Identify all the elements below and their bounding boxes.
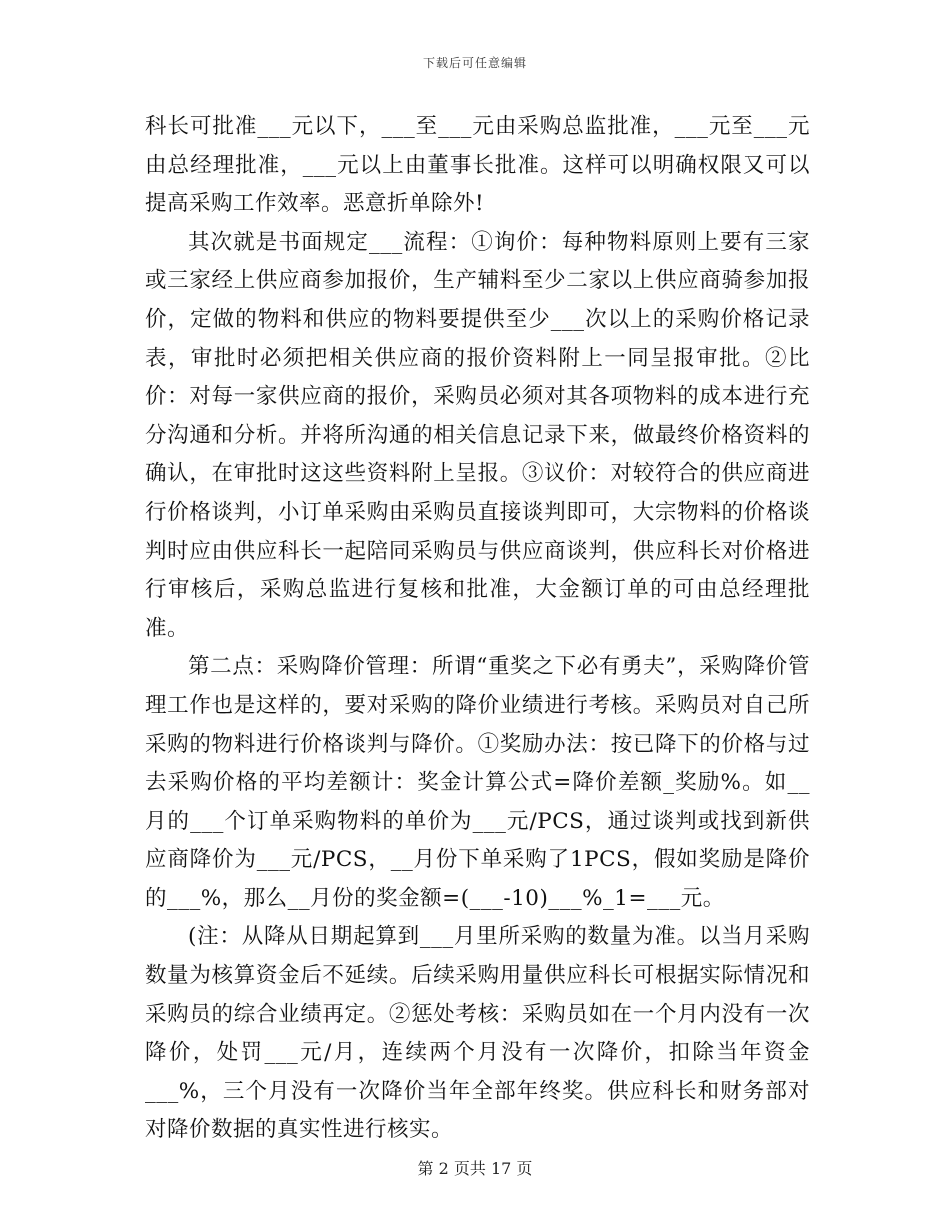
paragraph-price-reduction: 第二点：采购降价管理：所谓“重奖之下必有勇夫”，采购降价管理工作也是这样的，要对采购的降价业绩进行考核。采购员对自己所采购的物料进行价格谈判与降价。①奖励办法：按已降下的价格与过去采购价格的平均差额计：奖金计算公式=降价差额_奖励%。如__月的___个订单采购物料的单价为___元/PCS，通过谈判或找到新供应商降价为___元/PCS，__月份下单采购了1PCS，假如奖励是降价的___%，那么__月份的奖金额=(___-10)___%_1=___元。: [145, 654, 810, 911]
paragraph-written-procedure: 其次就是书面规定___流程：①询价：每种物料原则上要有三家或三家经上供应商参加报价，生产辅料至少二家以上供应商骑参加报价，定做的物料和供应的物料要提供至少___次以上的采购价格记录表，审批时必须把相关供应商的报价资料附上一同呈报审批。②比价：对每一家供应商的报价，采购员必须对其各项物料的成本进行充分沟通和分析。并将所沟通的相关信息记录下来，做最终价格资料的确认，在审批时这这些资料附上呈报。③议价：对较符合的供应商进行价格谈判，小订单采购由采购员直接谈判即可，大宗物料的价格谈判时应由供应科长一起陪同采购员与供应商谈判，供应科长对价格进行审核后，采购总监进行复核和批准，大金额订单的可由总经理批准。: [145, 229, 810, 641]
page-header: 下载后可任意编辑: [422, 56, 527, 70]
paragraph-approval-limits: 科长可批准___元以下，___至___元由采购总监批准，___元至___元由总经理批准，___元以上由董事长批准。这样可以明确权限又可以提高采购工作效率。恶意折单除外!: [145, 114, 810, 217]
paragraph-note-penalty: (注：从降从日期起算到___月里所采购的数量为准。以当月采购数量为核算资金后不延续。后续采购用量供应科长可根据实际情况和采购员的综合业绩再定。②惩处考核：采购员如在一个月内没有一次降价，处罚___元/月，连续两个月没有一次降价，扣除当年资金___%，三个月没有一次降价当年全部年终奖。供应科长和财务部对对降价数据的真实性进行核实。: [145, 924, 810, 1143]
document-body: [145, 108, 810, 1150]
page-number: 第 2 页共 17 页: [417, 1159, 533, 1178]
